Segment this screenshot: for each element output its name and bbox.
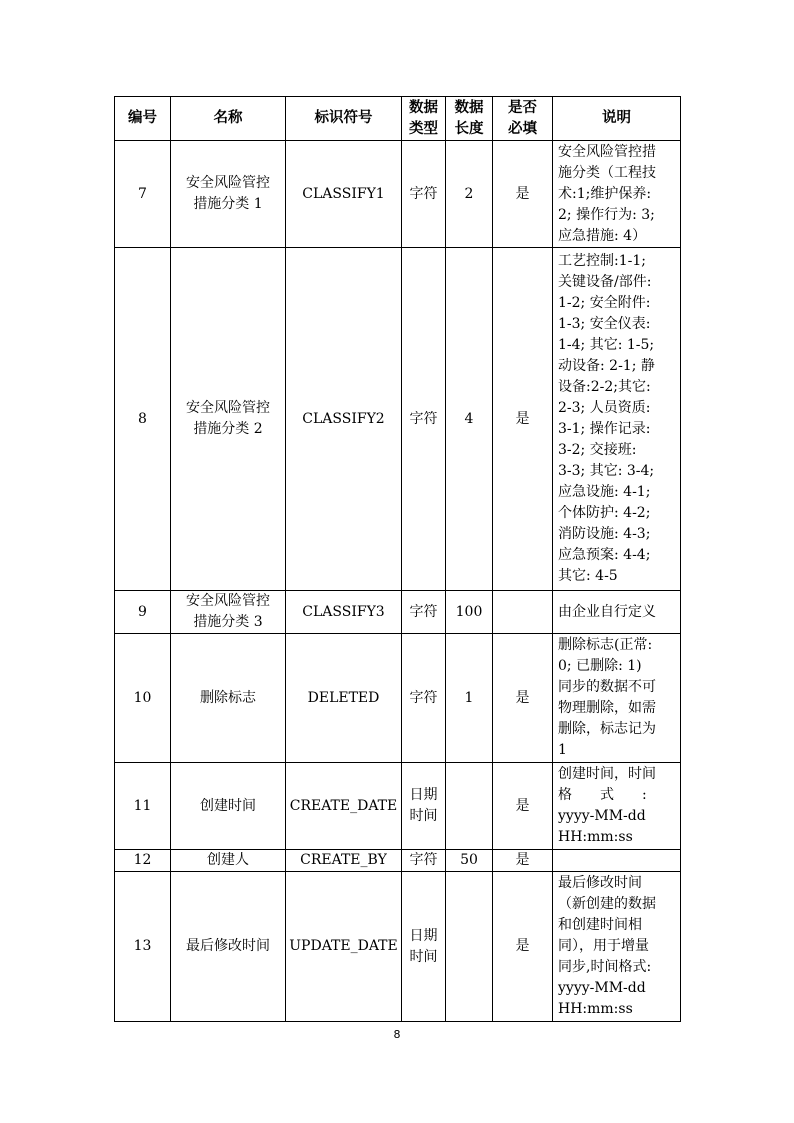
cell-desc-line: 1-2; 安全附件: <box>558 295 651 311</box>
cell-desc-line: 关键设备/部件: <box>558 274 652 290</box>
cell-required: 是 <box>493 850 553 872</box>
cell-desc-line: 删除标志(正常: <box>558 637 653 653</box>
cell-name-line: 措施分类 1 <box>193 196 263 212</box>
header-desc: 说明 <box>553 97 681 141</box>
cell-type <box>402 872 446 1022</box>
cell-code: UPDATE_DATE <box>286 872 402 1022</box>
cell-desc-line: 删除，标志记为 <box>558 721 656 737</box>
cell-type-line: 字符 <box>409 603 438 620</box>
cell-desc-line: （新创建的数据 <box>558 896 656 912</box>
cell-desc <box>553 634 681 763</box>
cell-desc-line: 3-2; 交接班: <box>558 442 637 458</box>
cell-desc <box>553 591 681 634</box>
cell-desc-line: 2; 操作行为: 3; <box>558 206 655 223</box>
cell-name-line: 创建人 <box>207 852 249 868</box>
table-row <box>115 591 681 634</box>
cell-desc-line: 工艺控制:1-1; <box>558 253 646 269</box>
cell-desc <box>553 248 681 591</box>
cell-desc <box>553 850 681 872</box>
header-type <box>402 97 446 141</box>
cell-type-line: 日期 <box>409 927 438 944</box>
cell-code: CLASSIFY1 <box>286 141 402 248</box>
cell-required: 是 <box>493 763 553 850</box>
cell-code: CLASSIFY3 <box>286 591 402 634</box>
cell-desc-line: 消防设施: 4-3; <box>558 526 651 542</box>
cell-type <box>402 141 446 248</box>
header-type-line: 数据 <box>409 99 438 116</box>
header-required <box>493 97 553 141</box>
cell-desc-line: 个体防护: 4-2; <box>558 505 651 521</box>
cell-name-line: 安全风险管控 <box>186 593 270 609</box>
cell-no: 11 <box>115 763 171 850</box>
cell-type <box>402 850 446 872</box>
cell-desc-line: 术:1;维护保养: <box>558 185 652 202</box>
cell-desc-line: 同步,时间格式: <box>558 959 652 975</box>
cell-type-line: 字符 <box>409 185 438 202</box>
cell-desc-line: yyyy-MM-dd <box>558 980 646 996</box>
cell-name <box>171 872 286 1022</box>
cell-no: 10 <box>115 634 171 763</box>
table-row <box>115 634 681 763</box>
header-row <box>115 97 681 141</box>
cell-name-line: 安全风险管控 <box>186 400 270 416</box>
cell-name <box>171 634 286 763</box>
cell-desc-line: HH:mm:ss <box>558 1001 633 1017</box>
cell-desc-line: 同步的数据不可 <box>558 679 656 695</box>
cell-desc-line: 创建时间，时间 <box>558 766 656 782</box>
cell-desc-line: 1-4; 其它: 1-5; <box>558 337 655 353</box>
cell-type-line: 日期 <box>409 787 438 803</box>
cell-name-line: 最后修改时间 <box>186 938 270 954</box>
cell-desc-line: HH:mm:ss <box>558 829 633 845</box>
cell-desc-line: 0; 已删除: 1) <box>558 658 642 674</box>
cell-length: 1 <box>446 634 493 763</box>
cell-length: 50 <box>446 850 493 872</box>
cell-desc-line: 动设备: 2-1; 静 <box>558 358 655 374</box>
cell-required <box>493 591 553 634</box>
cell-name <box>171 591 286 634</box>
table-row <box>115 872 681 1022</box>
cell-type-line: 时间 <box>409 948 438 965</box>
cell-name <box>171 763 286 850</box>
header-length-line: 数据 <box>454 99 484 116</box>
page-number: 8 <box>393 1028 401 1041</box>
header-required-line: 必填 <box>508 120 537 137</box>
cell-type-line: 字符 <box>409 852 438 868</box>
cell-desc-line: 格 式 : <box>558 787 647 803</box>
cell-type <box>402 763 446 850</box>
cell-desc-line: 应急设施: 4-1; <box>558 484 651 500</box>
cell-type-line: 字符 <box>409 410 438 427</box>
table-row <box>115 248 681 591</box>
cell-name-line: 措施分类 2 <box>193 421 263 437</box>
cell-desc-line: 应急预案: 4-4; <box>558 547 651 563</box>
cell-type-line: 字符 <box>409 689 438 706</box>
cell-desc <box>553 141 681 248</box>
cell-length: 4 <box>446 248 493 591</box>
cell-desc-line: yyyy-MM-dd <box>558 808 646 824</box>
cell-desc-line: 其它: 4-5 <box>558 568 618 584</box>
cell-desc-line: 1 <box>558 742 567 758</box>
cell-name-line: 创建时间 <box>200 797 256 814</box>
table-row <box>115 141 681 248</box>
cell-code: CREATE_BY <box>286 850 402 872</box>
header-type-line: 类型 <box>409 120 438 137</box>
cell-type-line: 时间 <box>409 808 438 824</box>
cell-desc <box>553 763 681 850</box>
cell-no: 13 <box>115 872 171 1022</box>
cell-name-line: 措施分类 3 <box>193 614 263 630</box>
cell-desc-line: 3-3; 其它: 3-4; <box>558 463 655 479</box>
header-name: 名称 <box>171 97 286 141</box>
cell-desc-line: 2-3; 人员资质: <box>558 400 651 416</box>
cell-desc-line: 同），用于增量 <box>558 938 649 954</box>
cell-desc-line: 应急措施: 4） <box>558 227 647 244</box>
cell-required: 是 <box>493 248 553 591</box>
cell-name <box>171 248 286 591</box>
cell-type <box>402 591 446 634</box>
cell-desc-line: 由企业自行定义 <box>558 603 656 620</box>
cell-no: 9 <box>115 591 171 634</box>
cell-length: 100 <box>446 591 493 634</box>
field-spec-table <box>114 96 681 1022</box>
cell-required: 是 <box>493 872 553 1022</box>
header-length <box>446 97 493 141</box>
cell-required: 是 <box>493 634 553 763</box>
header-length-line: 长度 <box>454 120 484 137</box>
cell-no: 12 <box>115 850 171 872</box>
cell-desc-line: 最后修改时间 <box>558 875 642 891</box>
cell-desc-line: 和创建时间相 <box>558 917 642 933</box>
cell-code: DELETED <box>286 634 402 763</box>
table-row <box>115 763 681 850</box>
header-no: 编号 <box>115 97 171 141</box>
header-required-line: 是否 <box>508 99 537 116</box>
cell-length <box>446 763 493 850</box>
cell-type <box>402 248 446 591</box>
cell-desc-line: 设备:2-2;其它: <box>558 379 651 395</box>
cell-length <box>446 872 493 1022</box>
cell-type <box>402 634 446 763</box>
cell-no: 8 <box>115 248 171 591</box>
cell-name <box>171 141 286 248</box>
cell-length: 2 <box>446 141 493 248</box>
cell-code: CREATE_DATE <box>286 763 402 850</box>
cell-desc-line: 1-3; 安全仪表: <box>558 316 651 332</box>
header-code: 标识符号 <box>286 97 402 141</box>
table-body <box>115 141 681 1022</box>
cell-code: CLASSIFY2 <box>286 248 402 591</box>
table-row <box>115 850 681 872</box>
cell-desc <box>553 872 681 1022</box>
cell-desc-line: 施分类（工程技 <box>558 164 656 181</box>
cell-no: 7 <box>115 141 171 248</box>
cell-name-line: 安全风险管控 <box>186 175 270 191</box>
cell-desc-line: 3-1; 操作记录: <box>558 421 651 437</box>
cell-name-line: 删除标志 <box>200 689 256 706</box>
cell-desc-line: 安全风险管控措 <box>558 143 656 160</box>
cell-desc-line: 物理删除，如需 <box>558 700 656 716</box>
cell-name <box>171 850 286 872</box>
cell-required: 是 <box>493 141 553 248</box>
